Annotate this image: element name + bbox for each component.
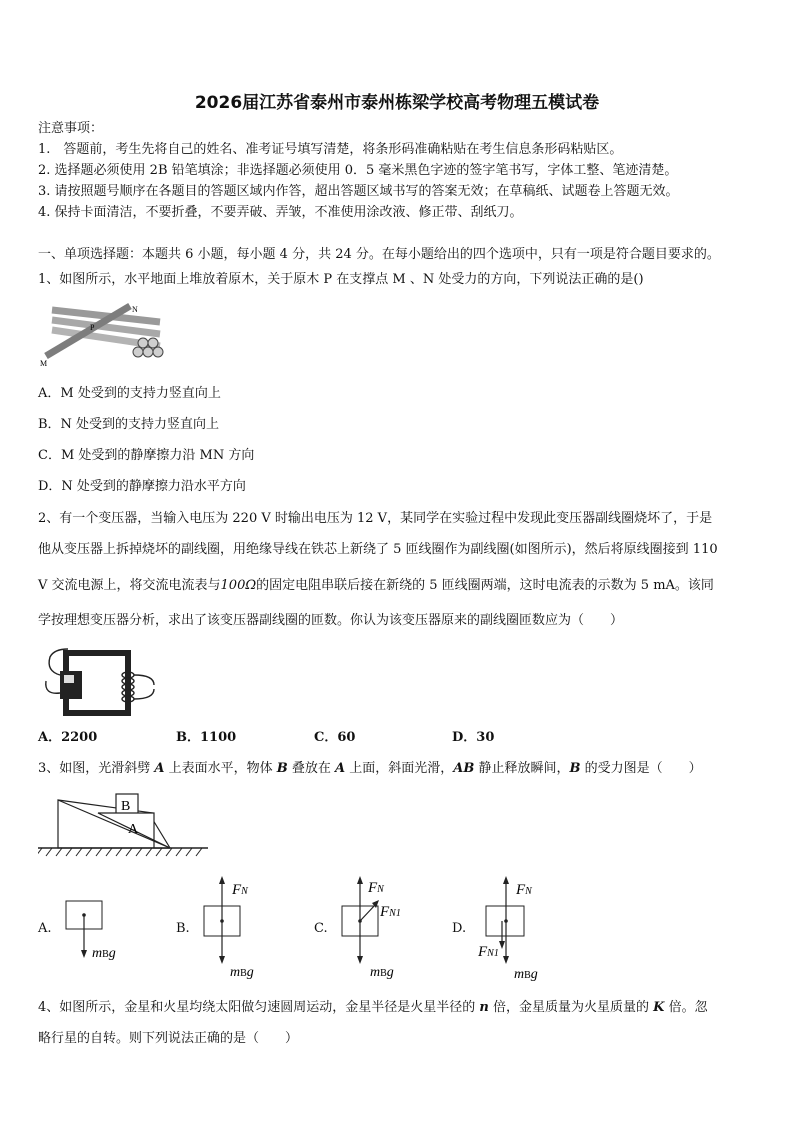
option-c: C．60 (314, 730, 356, 745)
question-2-line: 他从变压器上拆掉烧坏的副线圈，用绝缘导线在铁芯上新绕了 5 匝线圈作为副线圈(如图所示)，然后将原线圈接到 110 (38, 542, 718, 557)
gravity-label: mBg (370, 965, 394, 980)
stem-text: 4、如图所示，金星和火星均绕太阳做匀速圆周运动，金星半径是火星半径的 (38, 1000, 480, 1015)
section-heading: 一、单项选择题：本题共 6 小题，每小题 4 分，共 24 分。在每小题给出的四个选项中，只有一项是符合题目要求的。 (38, 247, 720, 262)
option-a: A．M 处受到的支持力竖直向上 (38, 386, 221, 401)
question-2-text: V 交流电源上，将交流电流表与 (38, 578, 221, 593)
log-end (153, 347, 163, 357)
stem-text: 倍。忽 (664, 1000, 708, 1015)
output-wire (134, 675, 154, 685)
option-d: D. (452, 921, 467, 936)
force-diagram-b[interactable] (196, 872, 286, 982)
force-diagram-a[interactable] (60, 895, 140, 965)
question-1-stem: 1、如图所示，水平地面上堆放着原木，关于原木 P 在支撑点 M 、N 处受力的方向，下列说法正确的是() (38, 272, 644, 287)
stem-var: AB (453, 761, 475, 776)
stem-var: A (335, 761, 346, 776)
label-m: M (40, 359, 48, 368)
log-end (143, 347, 153, 357)
log-end (133, 347, 143, 357)
input-wire (46, 681, 60, 693)
output-wire (134, 689, 154, 699)
notice-item: 2. 选择题必须使用 2B 铅笔填涂；非选择题必须使用 0．5 毫米黑色字迹的签字笔书写，字体工整、笔迹清楚。 (38, 163, 678, 178)
stem-var: B (276, 761, 288, 776)
stem-text: 的受力图是（ ） (580, 761, 702, 776)
notice-item: 4. 保持卡面清洁，不要折叠，不要弄破、弄皱，不准使用涂改液、修正带、刮纸刀。 (38, 205, 523, 220)
force-diagram-d[interactable] (472, 872, 562, 982)
log-end (148, 338, 158, 348)
option-b: B．1100 (176, 730, 237, 745)
friction-arrow (360, 904, 376, 921)
question-3-stem (38, 760, 702, 778)
gravity-label: mBg (230, 965, 254, 980)
option-c: C. (314, 921, 328, 936)
friction-label: FN1 (380, 904, 401, 920)
option-a: A. (38, 921, 52, 936)
pressure-label: FN1 (478, 944, 499, 960)
normal-label: FN (368, 880, 384, 896)
stem-text: 上表面水平，物体 (164, 761, 277, 776)
ground-hatch (38, 848, 202, 856)
stem-text: 3、如图，光滑斜劈 (38, 761, 155, 776)
stem-text: 倍，金星质量为火星质量的 (488, 1000, 654, 1015)
transformer-figure (42, 645, 158, 720)
option-c: C．M 处受到的静摩擦力沿 MN 方向 (38, 448, 255, 463)
question-4-line (38, 999, 708, 1017)
normal-label: FN (516, 882, 532, 898)
wedge-figure (38, 790, 228, 860)
resistance-value: 100Ω (220, 578, 257, 593)
stem-text: 上面，斜面光滑， (345, 761, 454, 776)
log-end (138, 338, 148, 348)
stem-var: B (569, 761, 581, 776)
label-b: B (121, 799, 131, 814)
question-2-text: 的固定电阻串联后接在新绕的 5 匝线圈两端，这时电流表的示数为 5 mA。该同 (256, 578, 714, 593)
option-a: A．2200 (38, 730, 98, 745)
notice-item: 3. 请按照题号顺序在各题目的答题区域内作答，超出答题区域书写的答案无效；在草稿纸、试题卷上答题无效。 (38, 184, 679, 199)
label-p: P (90, 323, 95, 332)
question-2-line (38, 577, 714, 595)
option-b: B. (176, 921, 190, 936)
primary-coil-highlight (64, 675, 74, 683)
gravity-label: mBg (92, 946, 116, 961)
label-a: A (128, 822, 139, 837)
stem-var: n (479, 1000, 489, 1015)
stem-var: K (653, 1000, 665, 1015)
stem-text: 静止释放瞬间， (474, 761, 570, 776)
label-n: N (132, 305, 138, 314)
page-title: 2026届江苏省泰州市泰州栋梁学校高考物理五模试卷 (194, 93, 600, 113)
gravity-label: mBg (514, 967, 538, 982)
normal-label: FN (232, 882, 248, 898)
log-pile-figure (38, 300, 168, 370)
question-2-line: 学按理想变压器分析，求出了该变压器副线圈的匝数。你认为该变压器原来的副线圈匝数应为（ ） (38, 613, 624, 628)
question-2-line: 2、有一个变压器，当输入电压为 220 V 时输出电压为 12 V，某同学在实验过程中发现此变压器副线圈烧坏了，于是 (38, 511, 713, 526)
option-b: B．N 处受到的支持力竖直向上 (38, 417, 220, 432)
stem-var: A (154, 761, 165, 776)
notice-item: 1. 答题前，考生先将自己的姓名、准考证号填写清楚，将条形码准确粘贴在考生信息条形码粘贴区。 (38, 142, 623, 157)
option-d: D．30 (452, 730, 495, 745)
option-d: D．N 处受到的静摩擦力沿水平方向 (38, 479, 246, 494)
stem-text: 叠放在 (287, 761, 336, 776)
force-diagram-c[interactable] (334, 872, 424, 982)
notice-heading: 注意事项： (38, 121, 104, 136)
question-4-line: 略行星的自转。则下列说法正确的是（ ） (38, 1031, 299, 1046)
